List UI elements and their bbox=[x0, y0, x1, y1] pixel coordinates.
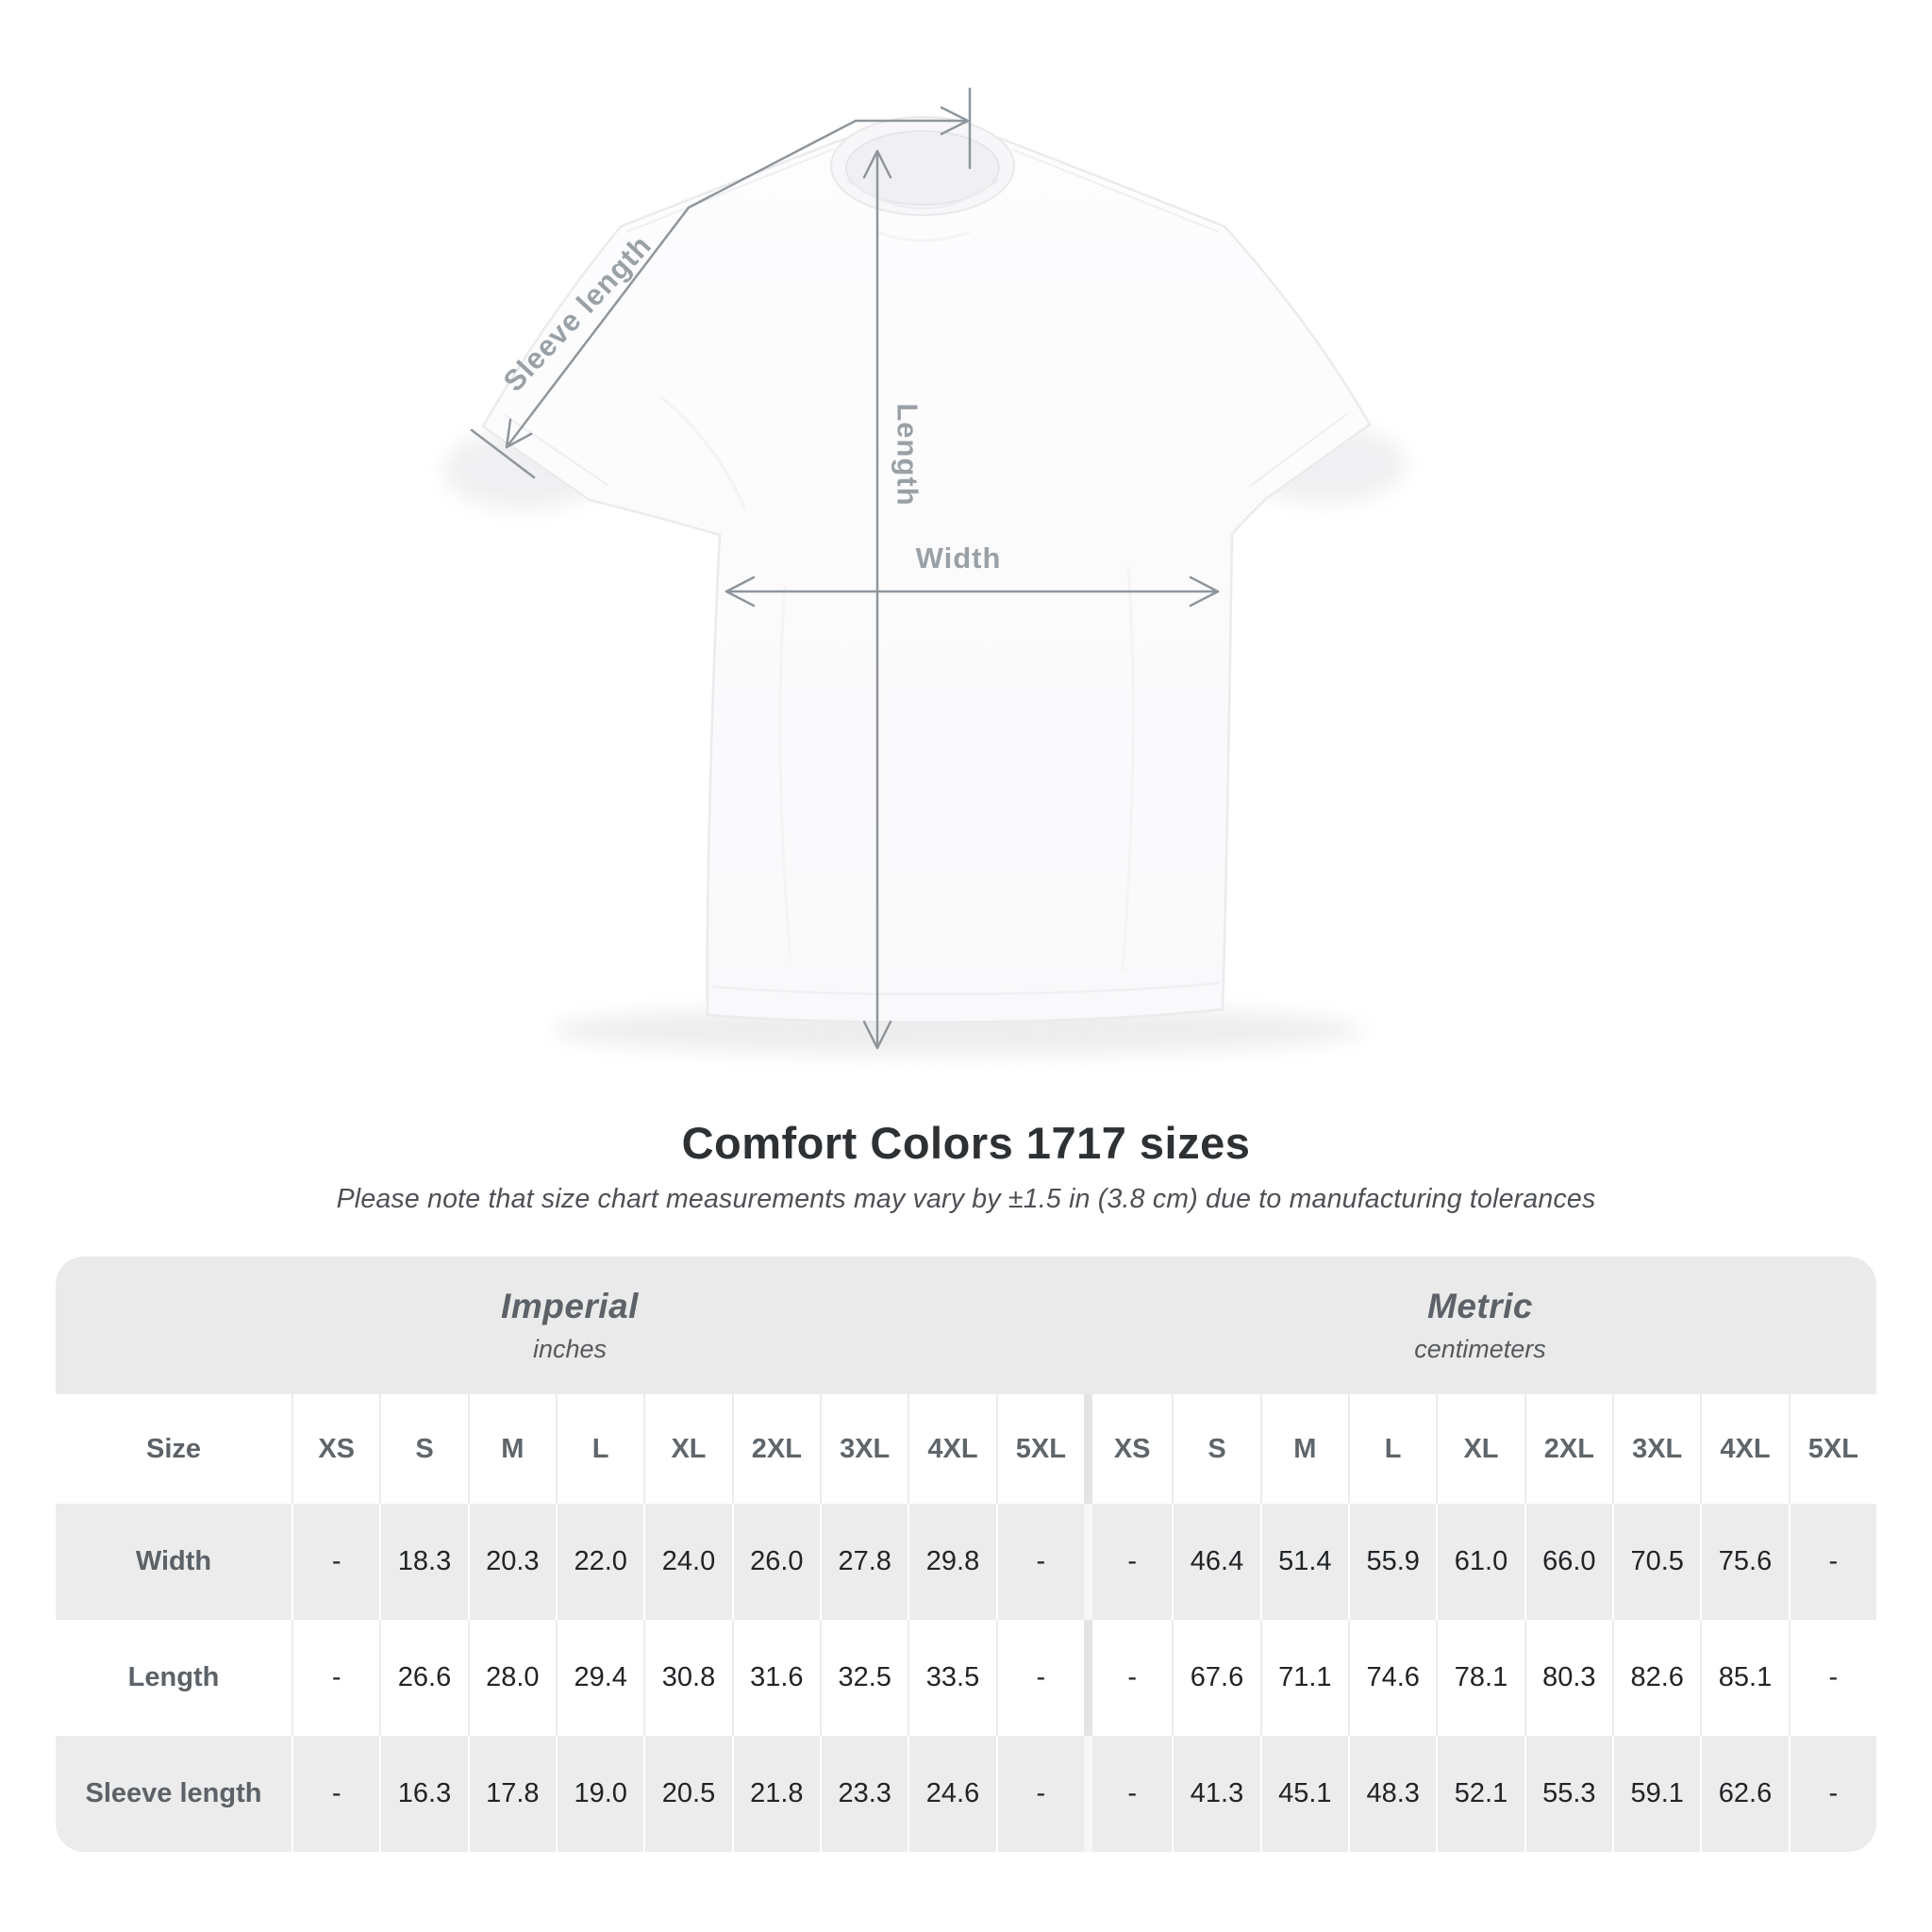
value-cell-imperial: 32.5 bbox=[820, 1620, 908, 1736]
width-label: Width bbox=[915, 541, 1002, 575]
value-cell-imperial: - bbox=[996, 1620, 1084, 1736]
value-cell-imperial: 23.3 bbox=[820, 1736, 908, 1852]
value-cell-imperial: - bbox=[996, 1504, 1084, 1620]
size-header-metric-4xl: 4XL bbox=[1700, 1394, 1788, 1504]
value-cell-metric: 52.1 bbox=[1436, 1736, 1524, 1852]
size-table-grid bbox=[56, 1257, 1876, 1852]
imperial-label: Imperial bbox=[501, 1287, 639, 1325]
value-cell-imperial: 18.3 bbox=[379, 1504, 467, 1620]
value-cell-imperial: 26.0 bbox=[732, 1504, 820, 1620]
imperial-section-header bbox=[56, 1257, 1084, 1394]
length-label: Length bbox=[891, 403, 924, 507]
collar bbox=[831, 117, 1014, 215]
size-header-imperial-l: L bbox=[556, 1394, 643, 1504]
value-cell-metric: 62.6 bbox=[1700, 1736, 1788, 1852]
size-header-imperial-4xl: 4XL bbox=[908, 1394, 995, 1504]
value-cell-imperial: 29.4 bbox=[556, 1620, 643, 1736]
size-header-metric-2xl: 2XL bbox=[1524, 1394, 1612, 1504]
imperial-unit-label: inches bbox=[532, 1335, 608, 1363]
value-cell-imperial: - bbox=[996, 1736, 1084, 1852]
size-header-metric-m: M bbox=[1260, 1394, 1348, 1504]
value-cell-metric: 78.1 bbox=[1436, 1620, 1524, 1736]
value-cell-metric: 66.0 bbox=[1524, 1504, 1612, 1620]
size-header-imperial-m: M bbox=[468, 1394, 556, 1504]
value-cell-metric: 46.4 bbox=[1172, 1504, 1259, 1620]
value-cell-imperial: 29.8 bbox=[908, 1504, 995, 1620]
value-cell-metric: 75.6 bbox=[1700, 1504, 1788, 1620]
title-block bbox=[0, 1117, 1932, 1215]
value-cell-metric: - bbox=[1084, 1736, 1172, 1852]
size-table bbox=[56, 1257, 1876, 1852]
value-cell-metric: 80.3 bbox=[1524, 1620, 1612, 1736]
metric-unit-label: centimeters bbox=[1414, 1335, 1546, 1363]
size-header-imperial-xl: XL bbox=[643, 1394, 731, 1504]
value-cell-metric: 55.3 bbox=[1524, 1736, 1612, 1852]
size-header-metric-l: L bbox=[1348, 1394, 1436, 1504]
value-cell-imperial: 26.6 bbox=[379, 1620, 467, 1736]
size-header-metric-xl: XL bbox=[1436, 1394, 1524, 1504]
value-cell-imperial: - bbox=[291, 1504, 379, 1620]
size-header-metric-5xl: 5XL bbox=[1789, 1394, 1876, 1504]
value-cell-imperial: 20.3 bbox=[468, 1504, 556, 1620]
value-cell-metric: 70.5 bbox=[1612, 1504, 1700, 1620]
page-title: Comfort Colors 1717 sizes bbox=[681, 1118, 1251, 1168]
value-cell-metric: - bbox=[1789, 1504, 1876, 1620]
value-cell-imperial: 24.6 bbox=[908, 1736, 995, 1852]
size-column-header: Size bbox=[56, 1394, 291, 1504]
value-cell-imperial: 27.8 bbox=[820, 1504, 908, 1620]
value-cell-imperial: 19.0 bbox=[556, 1736, 643, 1852]
size-header-imperial-3xl: 3XL bbox=[820, 1394, 908, 1504]
value-cell-metric: - bbox=[1084, 1504, 1172, 1620]
value-cell-metric: 67.6 bbox=[1172, 1620, 1259, 1736]
value-cell-metric: 74.6 bbox=[1348, 1620, 1436, 1736]
value-cell-imperial: 30.8 bbox=[643, 1620, 731, 1736]
value-cell-metric: 41.3 bbox=[1172, 1736, 1259, 1852]
size-header-imperial-xs: XS bbox=[291, 1394, 379, 1504]
size-header-metric-s: S bbox=[1172, 1394, 1259, 1504]
value-cell-metric: 82.6 bbox=[1612, 1620, 1700, 1736]
value-cell-metric: 45.1 bbox=[1260, 1736, 1348, 1852]
tolerance-note: Please note that size chart measurements may vary by ±1.5 in (3.8 cm) due to manufacturing tolerances bbox=[336, 1184, 1596, 1214]
value-cell-imperial: 28.0 bbox=[468, 1620, 556, 1736]
size-header-metric-3xl: 3XL bbox=[1612, 1394, 1700, 1504]
metric-section-header bbox=[1084, 1257, 1876, 1394]
value-cell-metric: 59.1 bbox=[1612, 1736, 1700, 1852]
size-header-imperial-5xl: 5XL bbox=[996, 1394, 1084, 1504]
value-cell-metric: - bbox=[1789, 1620, 1876, 1736]
row-label: Length bbox=[56, 1620, 291, 1736]
size-header-imperial-s: S bbox=[379, 1394, 467, 1504]
value-cell-imperial: 20.5 bbox=[643, 1736, 731, 1852]
value-cell-imperial: 24.0 bbox=[643, 1504, 731, 1620]
value-cell-imperial: 22.0 bbox=[556, 1504, 643, 1620]
row-label: Width bbox=[56, 1504, 291, 1620]
value-cell-metric: 71.1 bbox=[1260, 1620, 1348, 1736]
row-label: Sleeve length bbox=[56, 1736, 291, 1852]
value-cell-metric: - bbox=[1084, 1620, 1172, 1736]
value-cell-imperial: - bbox=[291, 1620, 379, 1736]
size-header-imperial-2xl: 2XL bbox=[732, 1394, 820, 1504]
metric-label: Metric bbox=[1427, 1287, 1533, 1325]
value-cell-metric: - bbox=[1789, 1736, 1876, 1852]
value-cell-imperial: 21.8 bbox=[732, 1736, 820, 1852]
value-cell-metric: 61.0 bbox=[1436, 1504, 1524, 1620]
value-cell-imperial: - bbox=[291, 1736, 379, 1852]
value-cell-metric: 85.1 bbox=[1700, 1620, 1788, 1736]
value-cell-imperial: 31.6 bbox=[732, 1620, 820, 1736]
value-cell-metric: 55.9 bbox=[1348, 1504, 1436, 1620]
value-cell-imperial: 17.8 bbox=[468, 1736, 556, 1852]
value-cell-imperial: 33.5 bbox=[908, 1620, 995, 1736]
value-cell-metric: 51.4 bbox=[1260, 1504, 1348, 1620]
sleeve-length-label: Sleeve length bbox=[496, 228, 658, 398]
size-header-metric-xs: XS bbox=[1084, 1394, 1172, 1504]
value-cell-imperial: 16.3 bbox=[379, 1736, 467, 1852]
value-cell-metric: 48.3 bbox=[1348, 1736, 1436, 1852]
